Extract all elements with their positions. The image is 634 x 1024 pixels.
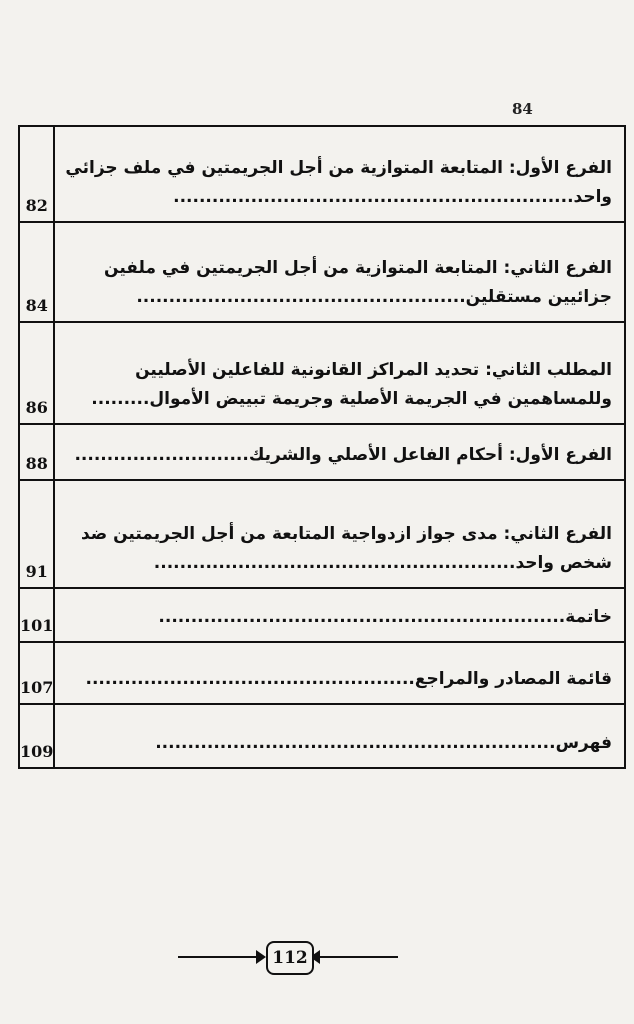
toc-page-number: 101 xyxy=(19,588,54,642)
toc-entry-line: الفرع الأول: أحكام الفاعل الأصلي والشريك........................... xyxy=(74,445,612,466)
toc-row xyxy=(19,588,625,642)
toc-entry-line: جزائيين مستقلين................................................... xyxy=(136,287,612,308)
toc-entry-line: واحد.............................................................. xyxy=(173,187,612,208)
toc-row xyxy=(19,480,625,588)
toc-entry-title xyxy=(54,126,625,222)
toc-entry-title xyxy=(54,322,625,424)
toc-row xyxy=(19,642,625,704)
table-of-contents xyxy=(18,125,626,769)
toc-page-number: 107 xyxy=(19,642,54,704)
toc-row xyxy=(19,424,625,480)
toc-page-number: 109 xyxy=(19,704,54,768)
bleed-through-page-number: 84 xyxy=(512,100,533,118)
toc-page-number: 88 xyxy=(19,424,54,480)
toc-page-number: 82 xyxy=(19,126,54,222)
toc-entry-title xyxy=(54,222,625,322)
toc-page-number: 91 xyxy=(19,480,54,588)
toc-entry-line: فهرس.............................................................. xyxy=(155,733,612,754)
toc-entry-line: الفرع الثاني: المتابعة المتوازية من أجل الجريمتين في ملفين xyxy=(104,257,612,278)
page-number: 112 xyxy=(266,941,314,975)
toc-entry-title xyxy=(54,704,625,768)
toc-entry-title xyxy=(54,480,625,588)
toc-row xyxy=(19,322,625,424)
toc-entry-title xyxy=(54,424,625,480)
right-arrow-line xyxy=(318,956,398,958)
toc-entry-line: الفرع الثاني: مدى جواز ازدواجية المتابعة من أجل الجريمتين ضد xyxy=(80,523,612,544)
toc-entry-line: خاتمة............................................................... xyxy=(158,607,612,628)
toc-entry-line: قائمة المصادر والمراجع................................................... xyxy=(85,669,612,690)
page-number-footer xyxy=(178,941,398,973)
toc-row xyxy=(19,704,625,768)
toc-row xyxy=(19,222,625,322)
toc-entry-line: شخص واحد........................................................ xyxy=(153,553,612,574)
left-arrow-line xyxy=(178,956,258,958)
toc-entry-line: وللمساهمين في الجريمة الأصلية وجريمة تبييض الأموال......... xyxy=(91,389,612,410)
toc-page-number: 86 xyxy=(19,322,54,424)
toc-entry-title xyxy=(54,588,625,642)
toc-body xyxy=(19,126,625,768)
toc-entry-title xyxy=(54,642,625,704)
toc-row xyxy=(19,126,625,222)
toc-entry-line: الفرع الأول: المتابعة المتوازية من أجل الجريمتين في ملف جزائي xyxy=(65,157,612,178)
toc-entry-line: المطلب الثاني: تحديد المراكز القانونية للفاعلين الأصليين xyxy=(135,359,612,380)
toc-page-number: 84 xyxy=(19,222,54,322)
right-pointing-arrowhead-icon xyxy=(256,950,266,964)
